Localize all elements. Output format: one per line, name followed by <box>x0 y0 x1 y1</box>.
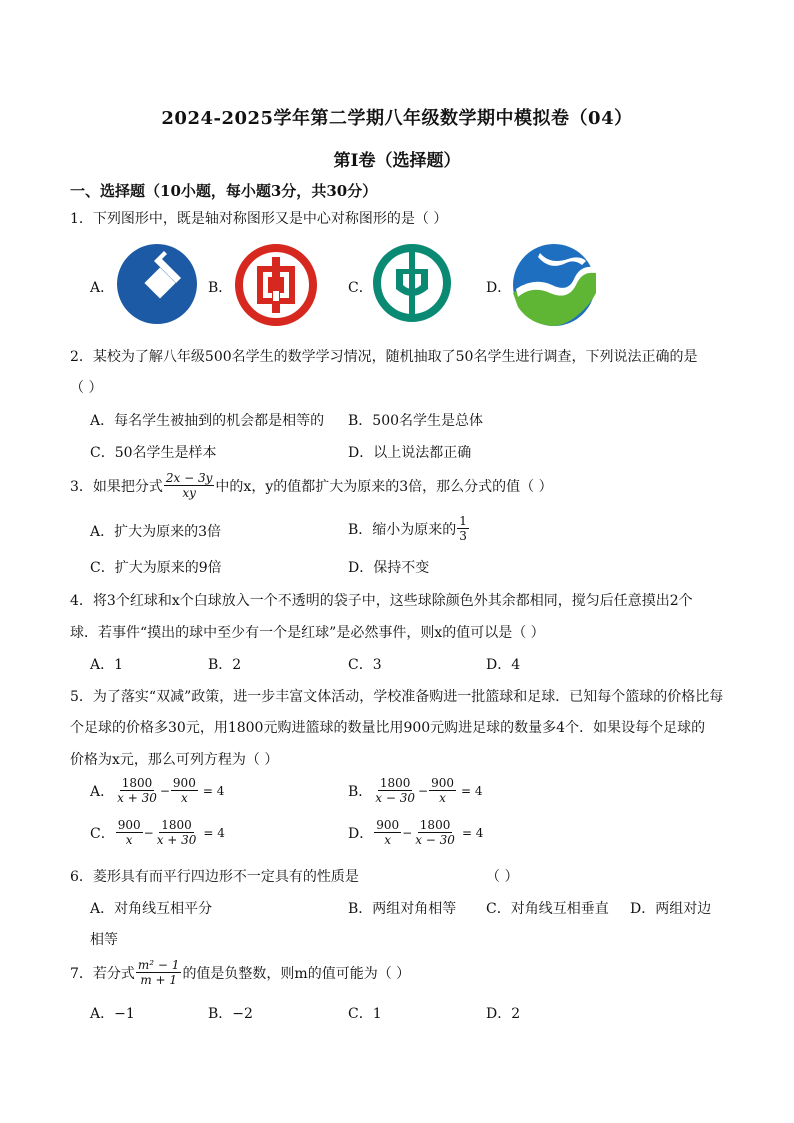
q7-stem-after: 的值是负整数，则m的值可能为（ ） <box>182 965 411 982</box>
page-title: 2024-2025学年第二学期八年级数学期中模拟卷（04） <box>161 108 633 129</box>
q1-label-a: A． <box>90 280 115 296</box>
q5-option-a <box>90 776 224 805</box>
q3-b-frac-num: 1 <box>459 514 467 528</box>
river-logo-icon <box>510 243 598 327</box>
q7-frac-den: m + 1 <box>140 973 178 987</box>
q2-option-c: C．50名学生是样本 <box>90 445 217 461</box>
q3-option-b <box>348 514 470 543</box>
q6-option-c: C．对角线互相垂直 <box>486 901 609 917</box>
q4-option-c: C．3 <box>348 657 382 673</box>
q2-option-b: B．500名学生是总体 <box>348 413 484 429</box>
q5-c-n2: 1800 <box>161 818 192 832</box>
q6-option-b: B．两组对角相等 <box>348 901 457 917</box>
q3-option-d: D．保持不变 <box>348 560 430 576</box>
q5-equation-d <box>373 818 483 847</box>
q5-b-minus: − <box>418 783 429 798</box>
q5-label-a: A． <box>90 783 115 800</box>
q2-option-a: A．每名学生被抽到的机会都是相等的 <box>90 413 325 429</box>
q5-a-frac1 <box>115 776 159 805</box>
q1-stem: 1．下列图形中，既是轴对称图形又是中心对称图形的是（ ） <box>70 211 448 227</box>
q5-b-d1: x − 30 <box>375 791 416 805</box>
q3-stem-after: 中的x，y的值都扩大为原来的3倍，那么分式的值（ ） <box>215 478 553 495</box>
q5-a-rhs: = 4 <box>202 783 225 798</box>
q3-stem-before: 3．如果把分式 <box>70 478 163 495</box>
q7-option-c: C．1 <box>348 1006 382 1022</box>
q5-d-n2: 1800 <box>419 818 451 832</box>
q5-a-n2: 900 <box>172 776 196 790</box>
q2-stem-line2: （ ） <box>70 380 103 396</box>
q1-label-b: B． <box>208 280 233 296</box>
q7-fraction <box>136 958 182 987</box>
icbc-logo-icon <box>234 243 318 327</box>
q3-option-c: C．扩大为原来的9倍 <box>90 560 222 576</box>
q2-option-d: D．以上说法都正确 <box>348 445 472 461</box>
q7-option-d: D．2 <box>486 1006 521 1022</box>
q5-c-frac1 <box>116 818 143 847</box>
q7-option-a: A．−1 <box>90 1006 135 1022</box>
section-heading: 一、选择题（10小题，每小题3分，共30分） <box>70 182 378 200</box>
q5-c-minus: − <box>143 825 154 840</box>
q3-option-b-fraction <box>457 514 469 543</box>
q4-option-a: A．1 <box>90 657 124 673</box>
q5-c-rhs: = 4 <box>203 825 225 840</box>
q7-stem-before: 7．若分式 <box>70 965 135 982</box>
section-subtitle: 第I卷（选择题） <box>333 151 461 171</box>
q5-equation-a <box>114 776 224 805</box>
q5-c-d1: x <box>125 833 133 847</box>
q5-stem-line1: 5．为了落实“双减”政策，进一步丰富文体活动，学校准备购进一批篮球和足球．已知每个篮球的价格比每 <box>70 689 724 705</box>
q6-option-a: A．对角线互相平分 <box>90 901 213 917</box>
q5-equation-c <box>115 818 225 847</box>
q3-b-frac-den: 3 <box>459 529 467 543</box>
q5-d-n1: 900 <box>376 818 400 832</box>
q5-a-n1: 1800 <box>121 776 153 790</box>
q5-option-d <box>348 818 483 847</box>
q1-label-c: C． <box>348 280 373 296</box>
q5-label-c: C． <box>90 825 115 842</box>
q7-option-b: B．−2 <box>208 1006 253 1022</box>
q1-label-d: D． <box>486 280 512 296</box>
q4-option-b: B．2 <box>208 657 242 673</box>
q5-equation-b <box>372 776 482 805</box>
q3-fraction <box>164 471 215 500</box>
q5-d-frac2 <box>413 818 457 847</box>
q5-b-frac2 <box>429 776 456 805</box>
q5-b-frac1 <box>373 776 417 805</box>
q3-frac-den: xy <box>182 486 196 500</box>
ccb-logo-icon <box>116 243 198 325</box>
q5-b-d2: x <box>439 791 446 805</box>
q6-paren: （ ） <box>486 869 519 885</box>
q4-option-d: D．4 <box>486 657 521 673</box>
q5-b-n1: 1800 <box>379 776 411 790</box>
q2-stem-line1: 2．某校为了解八年级500名学生的数学学习情况，随机抽取了50名学生进行调查，下列说法正确的是 <box>70 349 698 365</box>
q5-b-rhs: = 4 <box>461 783 483 798</box>
q5-d-minus: − <box>402 825 413 840</box>
q5-c-frac2 <box>155 818 199 847</box>
q5-c-d2: x + 30 <box>156 833 197 847</box>
q5-d-rhs: = 4 <box>461 825 484 840</box>
q6-option-d-wrap: 相等 <box>90 932 118 948</box>
q5-stem-line2: 个足球的价格多30元，用1800元购进篮球的数量比用900元购进足球的数量多4个．如果设每个足球的 <box>70 720 706 736</box>
q5-b-n2: 900 <box>431 776 454 790</box>
q5-stem-line3: 价格为x元，那么可列方程为（ ） <box>70 752 279 768</box>
q5-d-frac1 <box>374 818 401 847</box>
q5-a-frac2 <box>171 776 198 805</box>
q4-stem-line1: 4．将3个红球和x个白球放入一个不透明的袋子中，这些球除颜色外其余都相同，搅匀后任意摸出2个 <box>70 593 693 609</box>
q5-c-n1: 900 <box>117 818 141 832</box>
q5-d-d2: x − 30 <box>415 833 455 847</box>
q6-stem: 6．菱形具有而平行四边形不一定具有的性质是 <box>70 869 359 885</box>
q3-option-b-text: B．缩小为原来的 <box>348 521 457 538</box>
q3-frac-num: 2x − 3y <box>165 471 213 485</box>
q7-frac-num: m² − 1 <box>137 958 180 972</box>
q5-label-d: D． <box>348 825 374 842</box>
q7-stem <box>70 958 410 987</box>
q4-stem-line2: 球．若事件“摸出的球中至少有一个是红球”是必然事件，则x的值可以是（ ） <box>70 625 545 641</box>
q5-option-c <box>90 818 225 847</box>
q5-a-d2: x <box>180 791 188 805</box>
q5-option-b <box>348 776 483 805</box>
q5-a-minus: − <box>159 783 170 798</box>
q3-stem <box>70 471 553 500</box>
q6-option-d: D．两组对边 <box>630 901 712 917</box>
q5-d-d1: x <box>384 833 392 847</box>
q5-a-d1: x + 30 <box>117 791 157 805</box>
q3-option-a: A．扩大为原来的3倍 <box>90 524 222 540</box>
q5-label-b: B． <box>348 783 373 800</box>
abc-logo-icon <box>372 243 452 323</box>
